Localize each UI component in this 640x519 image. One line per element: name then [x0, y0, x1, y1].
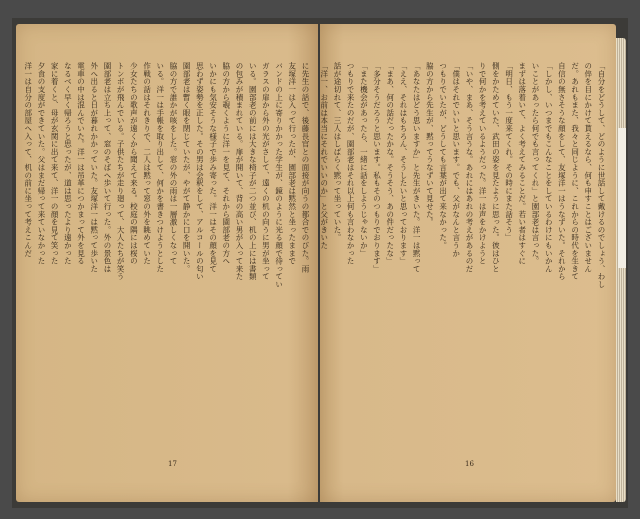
text-line: 脇の方から覗くように洋一を見て、それから園部老の方へ — [221, 62, 231, 265]
text-line: 「いや、まあ、そう言うな。あれにはあれの考えがあるのだ — [464, 62, 474, 273]
text-line: だ。あれもまた、我々と同じように、これからの時代を生きて — [570, 62, 580, 281]
text-line: いかにも気安そうな様子で歩み寄った。洋一はその顔を見て — [208, 62, 218, 273]
text-line: の倅を目にかけて貰えるなら、何も申すことはございません — [583, 62, 593, 273]
page-edges — [616, 38, 626, 502]
text-line: 脇の方から先生が、黙ってうなずいて見せた。 — [425, 62, 435, 226]
text-line: 作戦の話はそれきりで、二人は黙って窓の外を眺めていた — [142, 62, 152, 265]
text-line: いる。洋一は手帳を取り出して、何かを書きつけようとした — [155, 62, 165, 273]
text-line: 少女たちの歌声が遠くから聞えて来る。校庭の隅には桜の — [129, 62, 139, 265]
text-line: 「あなたはどう思いますか」と先生がきいた。洋一は黙って — [412, 62, 422, 273]
text-line: つもりで来たのだが、園部老はそれ以上何も言わなかった — [346, 62, 356, 265]
right-page-number: 16 — [465, 460, 474, 468]
text-line: 電車の中は混んでいた。洋一は吊革につかまって外を見る — [76, 62, 86, 265]
text-line: に先生の話で、後藤長官との面接が向うの都合でのびた。雨 — [301, 62, 310, 273]
text-line: いことがあったら何でも言ってくれ」と園部老は言った。 — [530, 62, 540, 265]
book-spread — [12, 18, 628, 508]
text-line: 「洋一、お前は本当にそれでいいのか」と父がきいた — [319, 62, 329, 250]
binding-tape — [618, 128, 626, 268]
text-line: まずは落着いて、よく考えてみることだ。若い者はすぐに — [517, 62, 527, 265]
text-line: 「しかし、いつまでもこんなことをしているわけにもいかん — [544, 62, 554, 273]
text-line: 思わず姿勢を正した。その男は会釈をして、アルコールの匂い — [195, 62, 205, 281]
text-line: 園部老は暫く眼を閉じていたが、やがて静かに口を開いた。 — [182, 62, 192, 273]
text-line: 家に着くと、母が玄関に出て来て、洋一の顔を見て笑った — [50, 62, 60, 265]
left-page-number: 17 — [168, 460, 177, 468]
text-line: 「また機会があったら、一緒に話をしようじゃないか」 — [359, 62, 369, 257]
text-line: 話が途切れて、三人はしばらく黙って坐っていた。 — [332, 62, 342, 242]
left-page — [16, 24, 318, 502]
text-line: 夕食の支度ができていた。父はまだ帰って来ていなかった — [36, 62, 46, 265]
text-line: 「明日、もう一度来てくれ。その時にまた話そう」 — [504, 62, 514, 242]
left-page-text — [23, 62, 312, 437]
text-line: りで何かを考えているようだった。洋一は声をかけようと — [478, 62, 488, 265]
text-line: バンドの上に寄りかかった学生が、鏡のように光る顔で待ってい — [274, 62, 284, 289]
right-page-text — [319, 62, 608, 437]
text-line: いる。園部老の前には大きな椅子が二つ並び、机の上には書類 — [248, 62, 258, 281]
text-line: 友塚洋一は入って行ったが、園部老は黙然と坐ったままで — [287, 62, 297, 265]
text-line: トンボが飛んでいる。子供たちが走り廻って、大人たちが笑う — [116, 62, 126, 281]
text-line: 側をかためていた、武田の姿を見たように思った。彼はひと — [491, 62, 501, 273]
text-line: ガラスの扉から外の光がさして、遠くの机の向うに男が坐って — [261, 62, 271, 281]
text-line: 洋一は自分の部屋へ入って、机の前に坐って考えこんだ — [23, 62, 33, 257]
text-line: 「ええ、それはもちろん、そうしたいと思っております」 — [398, 62, 408, 265]
text-line: なるべく早く帰ろうと思ったが、道は思ったより遠かった — [63, 62, 73, 265]
text-line: 「僕はそれでいいと思います。でも、父がなんと言うか — [451, 62, 461, 257]
text-line: 自信の無さそうな顔をして、友塚洋一はうなずいた。それから — [557, 62, 567, 281]
right-page — [320, 24, 616, 502]
text-line: 脇の方で誰かが咳をした。窓の外の雨は一層激しくなって — [168, 62, 178, 265]
text-line: 「まあ、何の話だったかな。そうそう、あの件だったな」 — [385, 62, 395, 265]
text-line: の包みが積まれている。扉が開いて、背の高い男が入って来た — [234, 62, 244, 281]
text-line: 外へ出ると日が暮れかかっていた。友塚洋一は黙って歩いた — [89, 62, 99, 273]
text-line: 「自分をどうして、どのように世話して戴けるのでしょう、わし — [597, 62, 606, 289]
text-line: 園部老は立ち上って、窓のそばへ歩いて行った。外の景色は — [102, 62, 112, 273]
text-line: 「多分そうだろうと思います。私もそのつもりでおります」 — [372, 62, 382, 273]
text-line: つもりでいたが、どうしても言葉が出て来なかった。 — [438, 62, 448, 250]
